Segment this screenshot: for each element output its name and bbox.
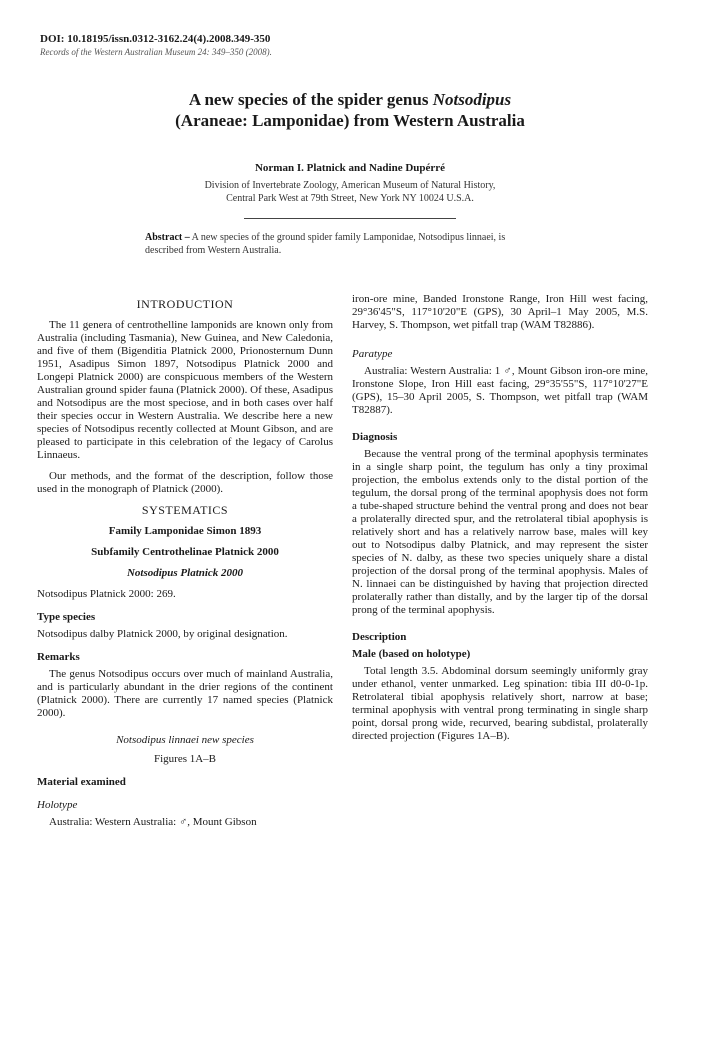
family-heading: Family Lamponidae Simon 1893: [108, 525, 262, 537]
abstract: [145, 231, 545, 257]
holotype-text-start: Australia: Western Australia: ♂, Mount Gibson: [49, 816, 257, 828]
abstract-label: Abstract –: [145, 232, 190, 243]
affiliation: [120, 179, 580, 205]
affiliation-line1: Division of Invertebrate Zoology, American Museum of Natural History,: [204, 180, 496, 191]
genus-reference: Notsodipus Platnick 2000: 269.: [37, 588, 176, 600]
title-line2: (Araneae: Lamponidae) from Western Australia: [175, 111, 525, 130]
article-title: [60, 89, 640, 131]
subfamily-heading: Subfamily Centrothelinae Platnick 2000: [91, 546, 279, 558]
title-genus: Notsodipus: [432, 90, 512, 109]
left-column: [37, 298, 333, 837]
right-column: [352, 293, 648, 751]
holotype-heading: Holotype: [37, 799, 78, 811]
systematics-heading: SYSTEMATICS: [141, 503, 229, 517]
male-heading: Male (based on holotype): [352, 648, 471, 660]
genus-heading: Notsodipus Platnick 2000: [126, 567, 244, 579]
separator-rule: [244, 218, 456, 219]
author-list: Norman I. Platnick and Nadine Dupérré: [254, 162, 446, 174]
title-line1-text: A new species of the spider genus: [188, 90, 433, 109]
diagnosis-heading: Diagnosis: [352, 431, 398, 443]
running-header: [40, 33, 460, 58]
material-heading: Material examined: [37, 776, 126, 788]
remarks-heading: Remarks: [37, 651, 80, 663]
remarks-text: The genus Notsodipus occurs over much of mainland Australia, and is particularly abundant in the drier regions of the continent (Platnick 2000). There are currently 17 named species (Platnick 2000).: [37, 668, 333, 719]
affiliation-line2: Central Park West at 79th Street, New York NY 10024 U.S.A.: [226, 193, 474, 204]
species-name: Notsodipus linnaei new species: [116, 734, 254, 746]
holotype-text-continued: iron-ore mine, Banded Ironstone Range, Iron Hill west facing, 29°36'45"S, 117°10'20"E (GPS), 30 April–1 May 2005, M.S. Harvey, S. Thompson, wet pitfall trap (WAM T82886).: [352, 293, 648, 331]
type-species-heading: Type species: [37, 611, 96, 623]
paratype-heading: Paratype: [352, 348, 393, 360]
intro-paragraph-1: The 11 genera of centrothelline lamponids are known only from Australia (including Tasmania), New Guinea, and New Caledonia, and five of them (Bigenditia Platnick 2000, Prionosternum Dunn 1951, Asadipus Simon 1897, Notsodipus Platnick 2000 and Longepi Platnick 2000) are conspicuous members of the Western Australian ground spider fauna (Platnick 2000). Of these, Asadipus and Notsodipus are the most speciose, and in both cases over half their species occur in Western Australia. We describe here a new species of Notsodipus recently collected at Mount Gibson, and are pleased to participate in this celebration of the legacy of Carolus Linnaeus.: [37, 319, 333, 461]
doi-line: DOI: 10.18195/issn.0312-3162.24(4).2008.349-350: [40, 33, 271, 45]
paratype-text: Australia: Western Australia: 1 ♂, Mount Gibson iron-ore mine, Ironstone Slope, Iron Hill east facing, 29°35'55"S, 117°10'27"E (GPS), 15–30 April 2005, S. Thompson, wet pitfall trap (WAM T82887).: [352, 365, 648, 416]
diagnosis-text: Because the ventral prong of the terminal apophysis terminates in a single sharp point, the tegulum has only a tiny proximal projection, the embolus extends only to the distal portion of the tegulum, the dorsal prong of the terminal apophysis does not form a tube-shaped structure behind the ventral prong and does not bear a prolaterally directed spur, and the retrolateral tibial apophysis is relatively short and has a relatively narrow base, males will key out to Notsodipus dalby Platnick, and may represent the sister species of N. dalby, as these two species uniquely share a distal projection of the dorsal prong of the terminal apophysis. Males of N. linnaei can be distinguished by having that projection directed prolaterally rather than distally, and by the larger tip of the dorsal prong of the terminal apophysis.: [352, 448, 648, 616]
figures-reference: Figures 1A–B: [153, 753, 217, 765]
journal-citation: Records of the Western Australian Museum 24: 349–350 (2008).: [40, 47, 272, 57]
species-heading: [37, 734, 333, 747]
intro-heading: INTRODUCTION: [136, 297, 234, 311]
abstract-text: A new species of the ground spider family Lamponidae, Notsodipus linnaei, is described from Western Australia.: [145, 232, 506, 256]
type-species-text: Notsodipus dalby Platnick 2000, by original designation.: [37, 628, 288, 640]
intro-paragraph-2: Our methods, and the format of the description, follow those used in the monograph of Platnick (2000).: [37, 470, 333, 495]
male-description: Total length 3.5. Abdominal dorsum seemingly uniformly gray under ethanol, venter unmarked. Leg spination: tibia III d0-0-1p. Retrolateral tibial apophysis relatively short, narrow at base; terminal apophysis with ventral prong terminating in single sharp point, dorsal prong wide, recurved, bearing subdistal, prolaterally directed projection (Figures 1A–B).: [352, 665, 648, 742]
description-heading: Description: [352, 631, 407, 643]
